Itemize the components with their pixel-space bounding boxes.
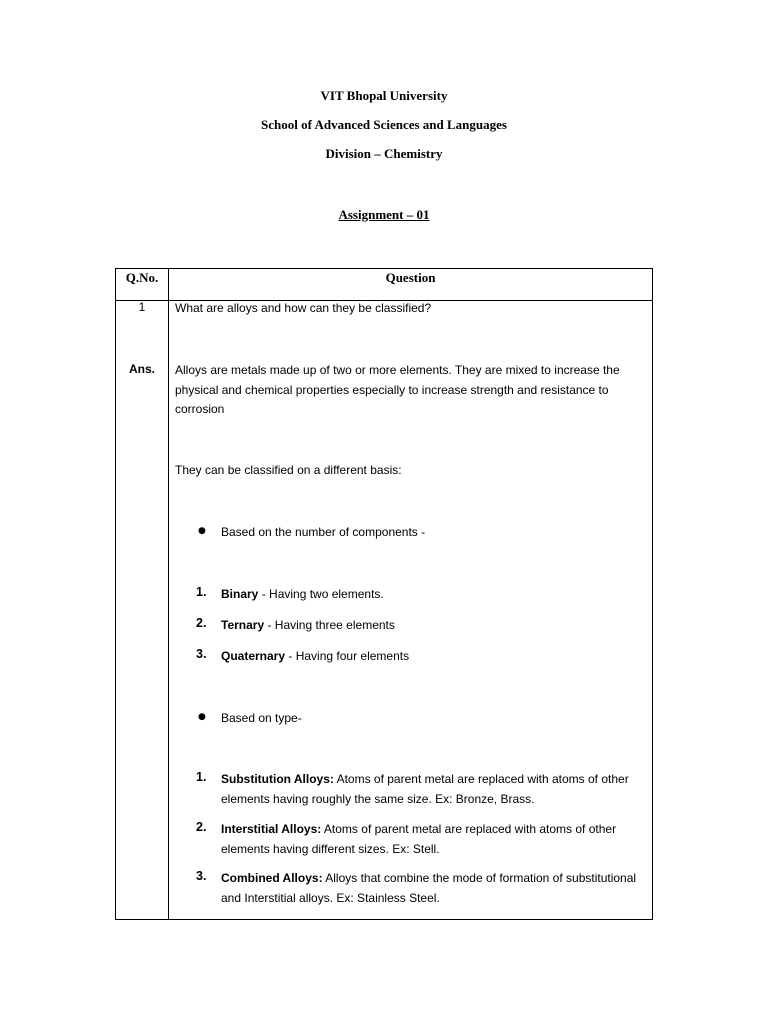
question-number: 1: [138, 300, 146, 314]
list-item-term: Substitution Alloys:: [221, 772, 334, 786]
column-header-question: Question: [385, 270, 436, 285]
answer-intro: Alloys are metals made up of two or more elements. They are mixed to increase the physical and chemical properties especially to increase strength and resistance to corrosion: [175, 363, 620, 416]
list-number: 1.: [196, 770, 207, 784]
list-item: [221, 869, 646, 908]
list-item-term: Combined Alloys:: [221, 871, 323, 885]
list-item: [221, 770, 646, 809]
bullet-icon: ●: [198, 526, 206, 536]
column-divider: [168, 269, 169, 919]
list-item-desc: Atoms of parent metal are replaced with atoms of other elements having different sizes. Ex: Stell.: [221, 822, 617, 856]
list-item: [221, 647, 646, 667]
classification-intro: They can be classified on a different basis:: [175, 463, 402, 477]
list-number: 3.: [196, 869, 207, 883]
list-item: [221, 616, 646, 636]
list-item-term: Binary: [221, 587, 259, 601]
bullet-heading-type: Based on type-: [221, 711, 302, 725]
school-name: School of Advanced Sciences and Languages: [261, 117, 507, 132]
list-item: [221, 585, 646, 605]
list-item-desc: Atoms of parent metal are replaced with atoms of other elements having roughly the same size. Ex: Bronze, Brass.: [221, 772, 629, 806]
question-table: [115, 268, 653, 920]
column-header-qno: Q.No.: [125, 270, 159, 285]
list-item: [221, 820, 646, 859]
list-item-desc: - Having three elements: [264, 618, 395, 632]
answer-label: Ans.: [128, 362, 155, 376]
assignment-title: Assignment – 01: [338, 207, 430, 222]
list-item-desc: - Having two elements.: [258, 587, 384, 601]
list-number: 2.: [196, 820, 207, 834]
university-name: VIT Bhopal University: [320, 88, 448, 103]
bullet-icon: ●: [198, 712, 206, 722]
list-number: 3.: [196, 647, 207, 661]
bullet-heading-components: Based on the number of components -: [221, 525, 426, 539]
list-item-term: Ternary: [221, 618, 265, 632]
question-text: What are alloys and how can they be classified?: [175, 301, 432, 315]
list-item-desc: - Having four elements: [285, 649, 410, 663]
list-item-term: Interstitial Alloys:: [221, 822, 322, 836]
list-item-desc: Alloys that combine the mode of formation of substitutional and Interstitial alloys. Ex: Stainless Steel.: [221, 871, 637, 905]
list-number: 1.: [196, 585, 207, 599]
list-item-term: Quaternary: [221, 649, 286, 663]
list-number: 2.: [196, 616, 207, 630]
division-name: Division – Chemistry: [325, 146, 443, 161]
